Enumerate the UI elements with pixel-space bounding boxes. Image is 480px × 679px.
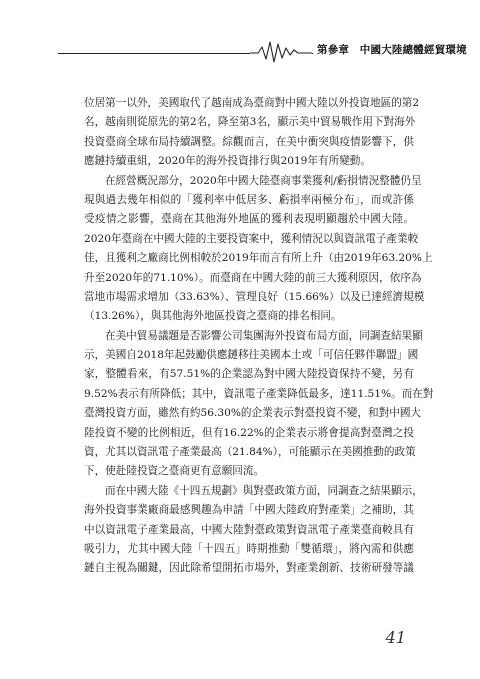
text-line: 名，越南則從原先的第2名，降至第3名，顯示美中貿易戰作用下對海外 xyxy=(84,116,416,129)
text-line: 現與過去幾年相似的「獲利率中低居多、虧損率兩極分布」，而或許係 xyxy=(84,193,414,206)
text-line: 鏈自主視為關鍵，因此除希望開拓市場外，對產業創新、技術研發等議 xyxy=(84,562,414,575)
text-line: 而在中國大陸《十四五規劃》與對臺政策方面，同調查之結果顯示， xyxy=(105,484,423,497)
text-line: 位居第一以外，美國取代了越南成為臺商對中國大陸以外投資地區的第2 xyxy=(84,97,420,109)
text-line: 投資臺商全球布局持續調整。綜觀而言，在美中衝突與疫情影響下，供 xyxy=(84,135,414,148)
text-line: 當地市場需求增加（33.63%）、管理良好（15.66%）以及已達經濟規模 xyxy=(84,290,425,303)
chapter-title: 第參章 中國大陸總體經貿環境 xyxy=(313,42,471,57)
text-line: 臺灣投資方面，雖然有約56.30%的企業表示對臺投資不變，和對中國大 xyxy=(84,407,422,420)
text-line: （13.26%），與其他海外地區投資之臺商的排名相同。 xyxy=(84,310,342,323)
text-line: 應鏈持續重組，2020年的海外投資排行與2019年有所變動。 xyxy=(84,155,371,168)
text-line: 在美中貿易議題是否影響公司集團海外投資布局方面，同調查結果顯 xyxy=(105,329,423,342)
body-text xyxy=(84,94,434,579)
text-line: 吸引力，尤其中國大陸「十四五」時期推動「雙循環」，將內需和供應 xyxy=(84,542,414,555)
text-line: 陸投資不變的比例相近，但有16.22%的企業表示將會提高對臺灣之投 xyxy=(84,426,414,439)
text-line: 9.52%表示有所降低；其中，資訊電子產業降低最多，達11.51%。而在對 xyxy=(84,387,434,400)
text-line: 下，使赴陸投資之臺商更有意願回流。 xyxy=(84,465,265,478)
text-line: 2020年臺商在中國大陸的主要投資案中，獲利情況以與資訊電子產業較 xyxy=(84,232,419,245)
text-line: 家，整體看來，有57.51%的企業認為對中國大陸投資保持不變，另有 xyxy=(84,368,414,381)
heartbeat-wave-icon xyxy=(250,38,312,64)
running-header xyxy=(58,36,467,66)
text-line: 升至2020年的71.10%）。而臺商在中國大陸的前三大獲利原因，依序為 xyxy=(84,271,422,284)
page-number: 41 xyxy=(385,628,406,647)
text-line: 受疫情之影響，臺商在其他海外地區的獲利表現明顯趨於中國大陸。 xyxy=(84,213,414,226)
text-line: 佳，且獲利之廠商比例相較於2019年而言有所上升（由2019年63.20%上 xyxy=(84,252,433,265)
text-line: 示，美國自2018年起鼓勵供應鏈移往美國本土或「可信任夥伴聯盟」國 xyxy=(84,349,419,362)
text-line: 中以資訊電子產業最高，中國大陸對臺政策對資訊電子產業臺商較具有 xyxy=(84,523,414,536)
text-line: 資，尤其以資訊電子產業最高（21.84%），可能顯示在美國推動的政策 xyxy=(84,446,416,459)
text-line: 海外投資事業廠商最感興趣為申請「中國大陸政府對產業」之補助，其 xyxy=(84,504,414,517)
text-line: 在經營概況部分，2020年中國大陸臺商事業獲利/虧損情況整體仍呈 xyxy=(105,174,422,187)
